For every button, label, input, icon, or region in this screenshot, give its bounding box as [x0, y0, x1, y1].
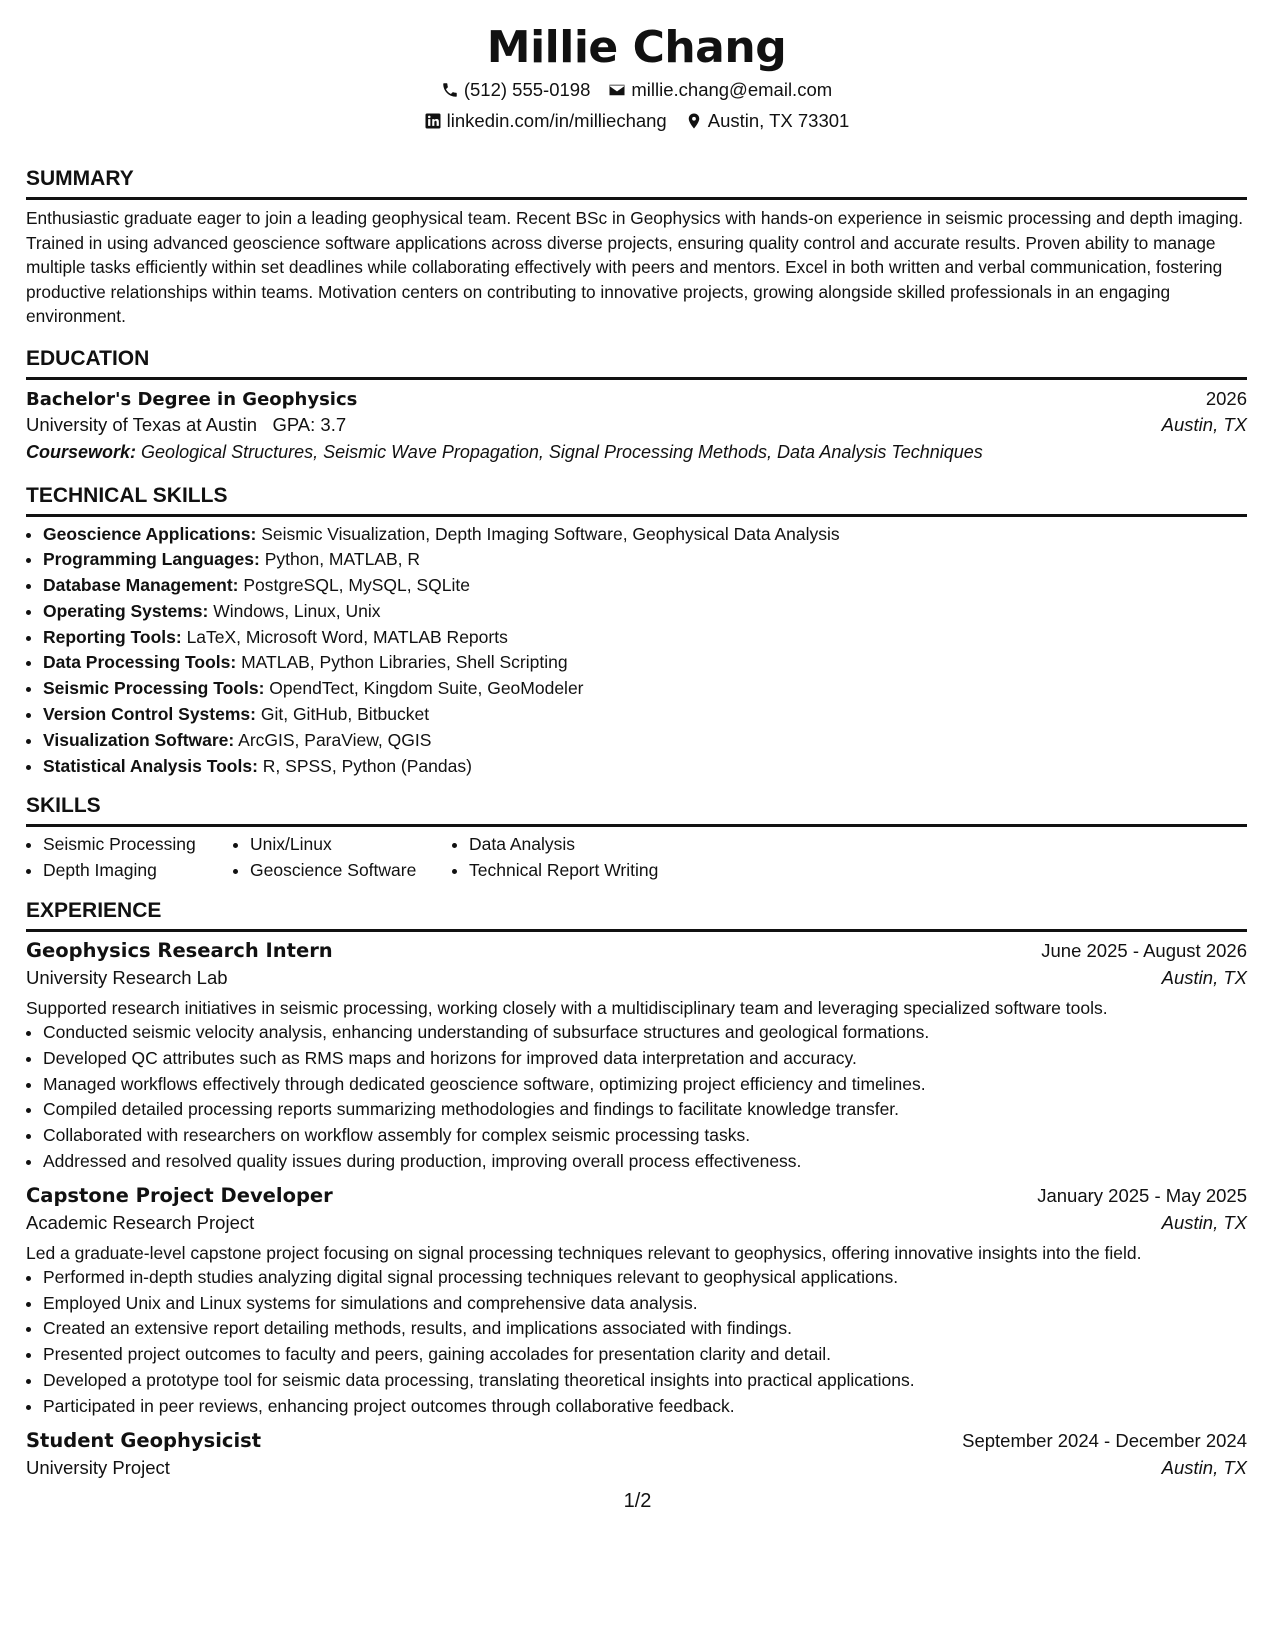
list-item	[43, 599, 1247, 625]
job-title-row	[26, 1429, 1247, 1452]
job-title: Student Geophysicist	[26, 1428, 262, 1452]
coursework-label: Coursework:	[26, 441, 137, 462]
school-location: Austin, TX	[1161, 413, 1247, 435]
location-contact	[685, 105, 850, 136]
phone-icon	[441, 81, 459, 99]
education-title-row	[26, 388, 1247, 410]
skill-value: Git, GitHub, Bitbucket	[260, 704, 430, 725]
experience-entry	[26, 1184, 1247, 1420]
list-item: • Managed workflows effectively through dedicated geoscience software, optimizing project efficiency and timelines.	[43, 1072, 1247, 1098]
job-org-row	[26, 967, 1247, 989]
education-heading: EDUCATION	[26, 346, 1247, 380]
list-item	[43, 728, 1247, 754]
skill-label: Operating Systems:	[43, 600, 209, 621]
skill-label: Seismic Processing Tools:	[43, 678, 265, 699]
job-location: Austin, TX	[1161, 1456, 1247, 1478]
job-org: University Research Lab	[26, 967, 228, 989]
linkedin-url[interactable]: linkedin.com/in/milliechang	[446, 110, 667, 131]
list-item	[43, 573, 1247, 599]
list-item: • Technical Report Writing	[469, 858, 729, 884]
skill-label: Geoscience Applications:	[43, 523, 257, 544]
summary-section	[26, 166, 1247, 329]
email-contact[interactable]	[608, 74, 832, 105]
resume-header	[26, 0, 1247, 136]
list-item: • Employed Unix and Linux systems for simulations and comprehensive data analysis.	[43, 1291, 1247, 1317]
job-description: Led a graduate-level capstone project focusing on signal processing techniques relevant to geophysics, offering innovative insights into the field.	[26, 1242, 1142, 1263]
linkedin-contact[interactable]	[424, 105, 667, 136]
list-item: • Unix/Linux	[250, 832, 452, 858]
list-item: • Addressed and resolved quality issues during production, improving overall process effectiveness.	[43, 1149, 1247, 1175]
envelope-icon	[608, 81, 626, 99]
skill-label: Version Control Systems:	[43, 704, 256, 725]
school-name: University of Texas at Austin	[26, 413, 258, 435]
list-item	[43, 676, 1247, 702]
degree-title: Bachelor's Degree in Geophysics	[26, 388, 358, 410]
list-item	[43, 522, 1247, 548]
skill-value: Python, MATLAB, R	[264, 549, 421, 570]
skill-label: Statistical Analysis Tools:	[43, 755, 258, 776]
job-bullets	[26, 1265, 1247, 1420]
coursework-list: Geological Structures, Seismic Wave Propagation, Signal Processing Methods, Data Analysis Techniques	[141, 441, 983, 462]
education-school-row	[26, 414, 1247, 436]
skill-label: Reporting Tools:	[43, 626, 182, 647]
skill-label: Visualization Software:	[43, 729, 235, 750]
skills-column-1	[26, 832, 233, 884]
job-org-row	[26, 1212, 1247, 1234]
experience-heading: EXPERIENCE	[26, 898, 1247, 932]
list-item: • Seismic Processing	[43, 832, 233, 858]
skill-label: Database Management:	[43, 575, 239, 596]
skill-value: Seismic Visualization, Depth Imaging Software, Geophysical Data Analysis	[261, 523, 840, 544]
skill-value: LaTeX, Microsoft Word, MATLAB Reports	[186, 626, 508, 647]
list-item	[43, 754, 1247, 780]
list-item	[43, 702, 1247, 728]
job-title: Capstone Project Developer	[26, 1183, 333, 1207]
contact-row-2	[26, 105, 1247, 136]
list-item	[43, 625, 1247, 651]
list-item: • Participated in peer reviews, enhancing project outcomes through collaborative feedback.	[43, 1394, 1247, 1420]
skills-heading: SKILLS	[26, 793, 1247, 827]
list-item: • Collaborated with researchers on workflow assembly for complex seismic processing tasks.	[43, 1123, 1247, 1149]
job-location: Austin, TX	[1161, 967, 1247, 989]
list-item: • Compiled detailed processing reports summarizing methodologies and findings to facilitate knowledge transfer.	[43, 1097, 1247, 1123]
phone-number: (512) 555-0198	[463, 79, 591, 100]
list-item: • Depth Imaging	[43, 858, 233, 884]
job-description: Supported research initiatives in seismic processing, working closely with a multidisciplinary team and leveraging specialized software tools.	[26, 998, 1108, 1019]
page-number: 1/2	[623, 1490, 652, 1512]
list-item: • Presented project outcomes to faculty and peers, gaining accolades for presentation clarity and detail.	[43, 1342, 1247, 1368]
resume-page	[26, 0, 1247, 1479]
job-dates: September 2024 - December 2024	[962, 1429, 1247, 1451]
skills-column-2	[233, 832, 452, 884]
skill-value: Windows, Linux, Unix	[213, 600, 381, 621]
contact-row-1	[26, 74, 1247, 105]
coursework	[26, 442, 1247, 463]
job-bullets	[26, 1020, 1247, 1175]
list-item: • Data Analysis	[469, 832, 729, 858]
candidate-name: Millie Chang	[486, 22, 787, 73]
education-section	[26, 346, 1247, 463]
skill-value: MATLAB, Python Libraries, Shell Scripting	[241, 652, 568, 673]
job-title-row	[26, 939, 1247, 962]
job-org: University Project	[26, 1456, 170, 1478]
gpa: GPA: 3.7	[272, 413, 347, 435]
summary-heading: SUMMARY	[26, 166, 1247, 200]
list-item	[43, 650, 1247, 676]
skill-label: Programming Languages:	[43, 549, 260, 570]
school-info	[26, 414, 346, 436]
location-text: Austin, TX 73301	[707, 110, 850, 131]
skill-value: OpendTect, Kingdom Suite, GeoModeler	[269, 678, 584, 699]
skill-label: Data Processing Tools:	[43, 652, 237, 673]
skills-section	[26, 793, 1247, 884]
list-item	[43, 547, 1247, 573]
job-title: Geophysics Research Intern	[26, 939, 333, 963]
job-org-row	[26, 1457, 1247, 1479]
phone-contact	[441, 74, 591, 105]
email-address[interactable]: millie.chang@email.com	[631, 79, 833, 100]
list-item: • Developed a prototype tool for seismic data processing, translating theoretical insights into practical applications.	[43, 1368, 1247, 1394]
job-dates: January 2025 - May 2025	[1037, 1184, 1247, 1206]
graduation-year: 2026	[1205, 387, 1247, 409]
technical-skills-section	[26, 483, 1247, 780]
job-title-row	[26, 1184, 1247, 1207]
list-item: • Conducted seismic velocity analysis, enhancing understanding of subsurface structures and geological formations.	[43, 1020, 1247, 1046]
technical-skills-list	[26, 522, 1247, 780]
skill-value: ArcGIS, ParaView, QGIS	[238, 729, 432, 750]
list-item: • Geoscience Software	[250, 858, 452, 884]
list-item: • Performed in-depth studies analyzing digital signal processing techniques relevant to geophysical applications.	[43, 1265, 1247, 1291]
job-location: Austin, TX	[1161, 1211, 1247, 1233]
list-item: • Created an extensive report detailing methods, results, and implications associated with findings.	[43, 1316, 1247, 1342]
experience-section	[26, 898, 1247, 1479]
map-pin-icon	[685, 112, 703, 130]
skills-column-3	[452, 832, 729, 884]
linkedin-icon	[424, 112, 442, 130]
summary-text: Enthusiastic graduate eager to join a leading geophysical team. Recent BSc in Geophysics with hands-on experience in seismic processing and depth imaging. Trained in using advanced geoscience software applications across diverse projects, ensuring quality control and accurate results. Proven ability to manage multiple tasks efficiently within set deadlines while collaborating effectively with peers and mentors. Excel in both written and verbal communication, fostering productive relationships within teams. Motivation centers on contributing to innovative projects, growing alongside skilled professionals in an engaging environment.	[26, 208, 1244, 326]
skill-value: R, SPSS, Python (Pandas)	[262, 755, 472, 776]
experience-entry	[26, 1429, 1247, 1479]
job-org: Academic Research Project	[26, 1211, 255, 1233]
list-item: • Developed QC attributes such as RMS maps and horizons for improved data interpretation and accuracy.	[43, 1046, 1247, 1072]
technical-skills-heading: TECHNICAL SKILLS	[26, 483, 1247, 517]
skills-columns	[26, 832, 1247, 884]
job-dates: June 2025 - August 2026	[1041, 940, 1247, 962]
experience-entry	[26, 939, 1247, 1175]
skill-value: PostgreSQL, MySQL, SQLite	[243, 575, 470, 596]
